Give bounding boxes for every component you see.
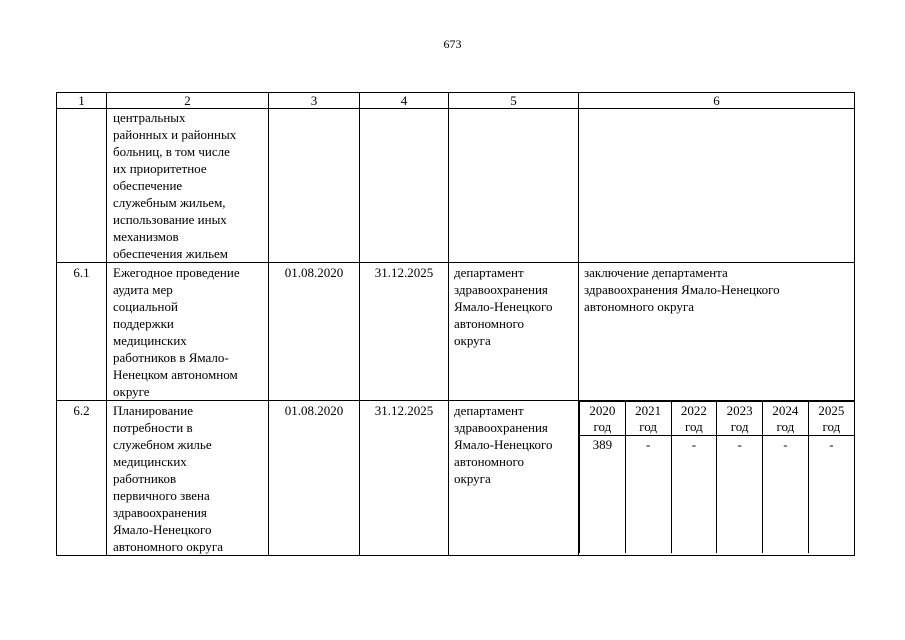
- text-line: Планирование: [113, 403, 193, 418]
- text-line: первичного звена: [113, 488, 210, 503]
- year-row: [580, 402, 855, 436]
- table-row-6-1: [57, 263, 855, 401]
- header-cell-2: 2: [107, 93, 269, 109]
- year-cell: 2025 год: [808, 402, 854, 436]
- yearly-values-cell: [579, 401, 855, 556]
- continuation-result-cell: [579, 109, 855, 263]
- text-line: медицинских: [113, 333, 187, 348]
- value-cell: -: [671, 436, 717, 554]
- text-line: здравоохранения: [113, 505, 207, 520]
- text-line: автономного: [454, 454, 524, 469]
- header-cell-3: 3: [269, 93, 360, 109]
- text-line: департамент: [454, 403, 524, 418]
- year-cell: 2024 год: [763, 402, 809, 436]
- text-line: социальной: [113, 299, 178, 314]
- value-cell: -: [808, 436, 854, 554]
- table-row-6-2: [57, 401, 855, 556]
- end-date: 31.12.2025: [360, 263, 449, 401]
- year-cell: 2022 год: [671, 402, 717, 436]
- continuation-num-cell: [57, 109, 107, 263]
- text-line: округа: [454, 333, 491, 348]
- text-line: медицинских: [113, 454, 187, 469]
- start-date: 01.08.2020: [269, 263, 360, 401]
- text-line: округе: [113, 384, 150, 399]
- continuation-row: [57, 109, 855, 263]
- text-line: использование иных: [113, 212, 227, 227]
- value-cell: 389: [580, 436, 626, 554]
- continuation-executor-cell: [449, 109, 579, 263]
- row-description: [107, 401, 269, 556]
- text-line: здравоохранения Ямало-Ненецкого: [584, 282, 780, 297]
- start-date: 01.08.2020: [269, 401, 360, 556]
- text-line: больниц, в том числе: [113, 144, 230, 159]
- value-cell: -: [763, 436, 809, 554]
- text-line: работников: [113, 471, 177, 486]
- row-number: 6.2: [57, 401, 107, 556]
- header-cell-4: 4: [360, 93, 449, 109]
- text-line: округа: [454, 471, 491, 486]
- text-line: районных и районных: [113, 127, 237, 142]
- text-line: механизмов: [113, 229, 179, 244]
- text-line: автономного округа: [113, 539, 223, 554]
- text-line: служебным жильем,: [113, 195, 226, 210]
- executor: [449, 263, 579, 401]
- continuation-end-cell: [360, 109, 449, 263]
- year-cell: 2020 год: [580, 402, 626, 436]
- text-line: Ямало-Ненецкого: [454, 299, 553, 314]
- row-description: [107, 263, 269, 401]
- year-cell: 2023 год: [717, 402, 763, 436]
- page-number: 673: [443, 37, 462, 51]
- measures-table: [56, 92, 855, 556]
- text-line: работников в Ямало-: [113, 350, 229, 365]
- text-line: центральных: [113, 110, 186, 125]
- text-line: Ямало-Ненецкого: [113, 522, 212, 537]
- text-line: здравоохранения: [454, 282, 548, 297]
- text-line: заключение департамента: [584, 265, 728, 280]
- text-line: потребности в: [113, 420, 193, 435]
- header-row: [57, 93, 855, 109]
- executor: [449, 401, 579, 556]
- text-line: Ямало-Ненецкого: [454, 437, 553, 452]
- header-cell-5: 5: [449, 93, 579, 109]
- text-line: автономного: [454, 316, 524, 331]
- text-line: обеспечение: [113, 178, 183, 193]
- end-date: 31.12.2025: [360, 401, 449, 556]
- header-cell-1: 1: [57, 93, 107, 109]
- yearly-values-table: [579, 401, 854, 553]
- text-line: Ненецком автономном: [113, 367, 238, 382]
- text-line: Ежегодное проведение: [113, 265, 240, 280]
- text-line: здравоохранения: [454, 420, 548, 435]
- value-row: [580, 436, 855, 554]
- text-line: поддержки: [113, 316, 174, 331]
- row-number: 6.1: [57, 263, 107, 401]
- text-line: автономного округа: [584, 299, 694, 314]
- text-line: их приоритетное: [113, 161, 207, 176]
- text-line: департамент: [454, 265, 524, 280]
- value-cell: -: [625, 436, 671, 554]
- value-cell: -: [717, 436, 763, 554]
- text-line: служебном жилье: [113, 437, 212, 452]
- continuation-description: [107, 109, 269, 263]
- header-cell-6: 6: [579, 93, 855, 109]
- result: [579, 263, 855, 401]
- year-cell: 2021 год: [625, 402, 671, 436]
- text-line: обеспечения жильем: [113, 246, 229, 261]
- continuation-start-cell: [269, 109, 360, 263]
- text-line: аудита мер: [113, 282, 173, 297]
